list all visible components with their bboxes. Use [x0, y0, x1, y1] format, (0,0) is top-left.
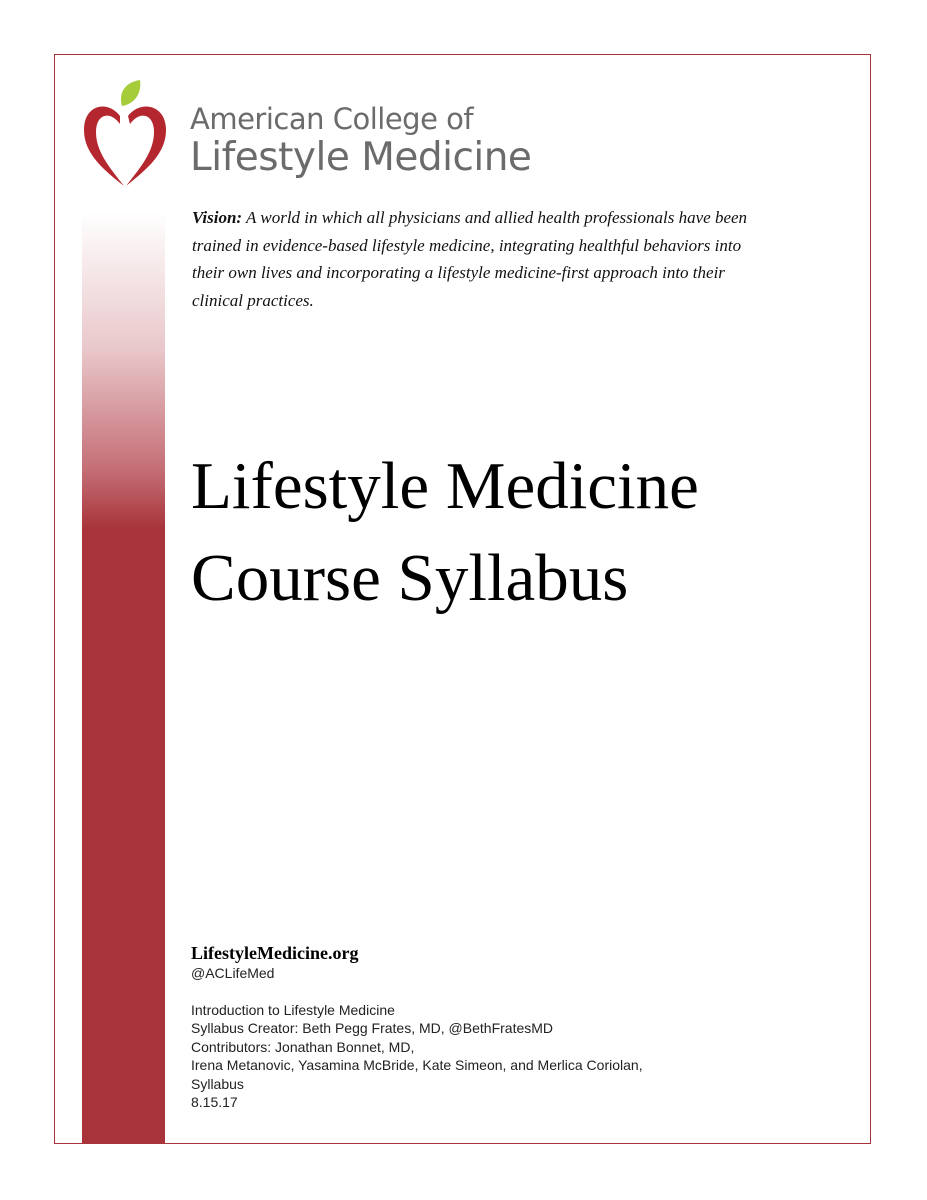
document-date: 8.15.17 — [191, 1094, 238, 1110]
course-name: Introduction to Lifestyle Medicine — [191, 1001, 395, 1018]
vision-text: A world in which all physicians and allied health professionals have been trained in evidence-based lifestyle medicine, integrating healthful behaviors into their own lives and incorporating a lifestyle medicine-first approach into their clinical practices. — [192, 208, 748, 310]
document-type: Syllabus — [191, 1075, 244, 1092]
organization-name-line1: American College of — [190, 102, 474, 136]
syllabus-creator: Syllabus Creator: Beth Pegg Frates, MD, @BethFratesMD — [191, 1020, 554, 1036]
document-title-line2: Course Syllabus — [191, 541, 629, 615]
social-handle: @ACLifeMed — [191, 965, 275, 981]
contributors-line2: Irena Metanovic, Yasamina McBride, Kate Simeon, and Merlica Coriolan, — [191, 1057, 643, 1073]
apple-heart-icon — [80, 78, 170, 188]
vision-statement — [192, 204, 752, 314]
contributors-line1: Contributors: Jonathan Bonnet, MD, — [191, 1038, 415, 1055]
side-accent-bar — [82, 200, 165, 1143]
organization-name-line2: Lifestyle Medicine — [190, 135, 532, 180]
document-title — [191, 440, 699, 624]
document-title-line1: Lifestyle Medicine — [191, 449, 699, 523]
website-link: LifestyleMedicine.org — [191, 943, 359, 963]
document-footer — [191, 942, 831, 1112]
vision-label: Vision: — [192, 208, 243, 227]
organization-name — [190, 102, 531, 180]
